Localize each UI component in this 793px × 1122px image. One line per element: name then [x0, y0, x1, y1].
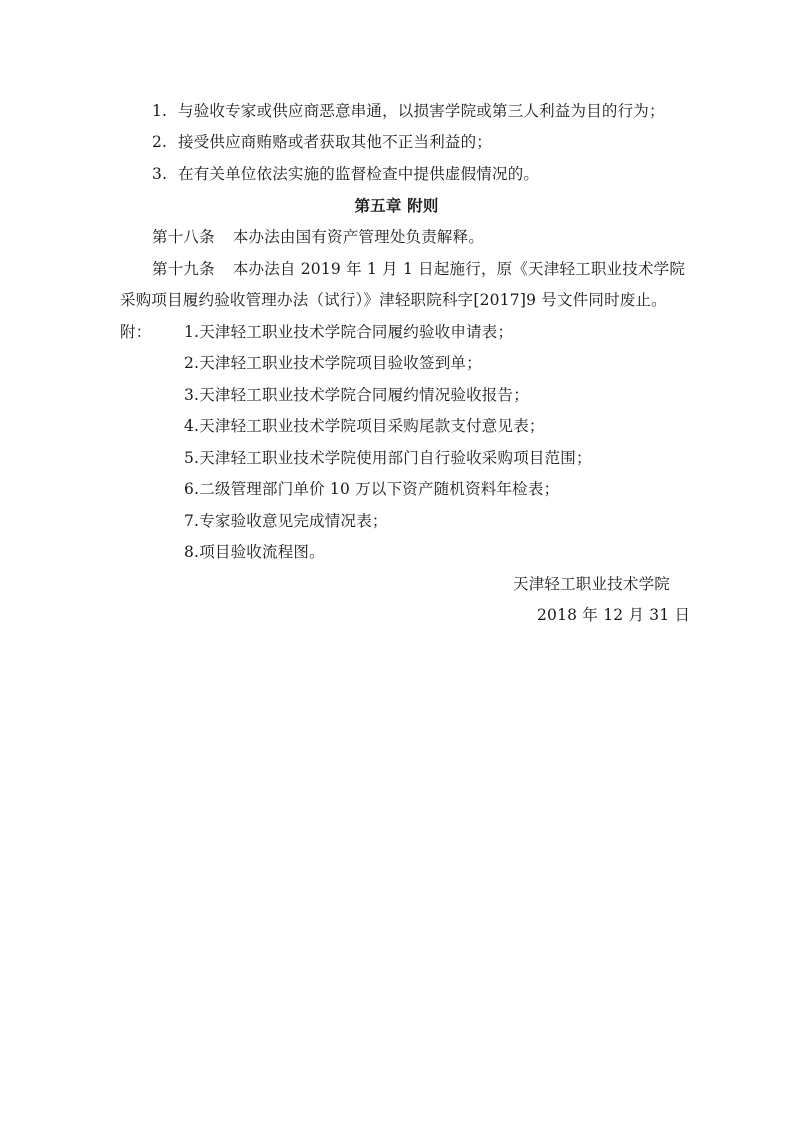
item-1-text: 与验收专家或供应商恶意串通，以损害学院或第三人利益为目的行为；: [178, 102, 665, 120]
item-2: [152, 132, 492, 152]
item-3-number: 3.: [152, 165, 168, 183]
article-19-label: 第十九条: [152, 260, 215, 278]
chapter-title: 第五章 附则: [354, 197, 439, 215]
article-18: [152, 227, 484, 247]
item-1-number: 1.: [152, 102, 168, 120]
attachment-item: 8.项目验收流程图。: [184, 543, 325, 561]
signature-org: 天津轻工职业技术学院: [513, 575, 671, 593]
item-1: [152, 101, 665, 121]
attachments-label: 附：: [120, 323, 152, 341]
attachment-item: 2.天津轻工职业技术学院项目验收签到单；: [184, 354, 482, 372]
item-2-number: 2.: [152, 133, 168, 151]
article-19-line-2: 采购项目履约验收管理办法（试行）》津轻职院科字[2017]9 号文件同时废止。: [120, 291, 667, 309]
attachment-item: 1.天津轻工职业技术学院合同履约验收申请表；: [184, 323, 514, 341]
attachment-item: 3.天津轻工职业技术学院合同履约情况验收报告；: [184, 386, 529, 404]
attachment-item: 4.天津轻工职业技术学院项目采购尾款支付意见表；: [184, 417, 545, 435]
item-3: [152, 164, 539, 184]
article-18-text: 本办法由国有资产管理处负责解释。: [232, 228, 485, 246]
attachment-item: 7.专家验收意见完成情况表；: [184, 512, 388, 530]
article-18-label: 第十八条: [152, 228, 215, 246]
attachment-item: 6.二级管理部门单价 10 万以下资产随机资料年检表；: [184, 480, 560, 498]
attachment-item: 5.天津轻工职业技术学院使用部门自行验收采购项目范围；: [184, 449, 592, 467]
item-3-text: 在有关单位依法实施的监督检查中提供虚假情况的。: [178, 165, 540, 183]
article-19-line-1: [152, 259, 685, 279]
signature-date: 2018 年 12 月 31 日: [537, 606, 691, 624]
article-19-text-1: 本办法自 2019 年 1 月 1 日起施行，原《天津轻工职业技术学院: [232, 260, 686, 278]
item-2-text: 接受供应商贿赂或者获取其他不正当利益的；: [178, 133, 493, 151]
